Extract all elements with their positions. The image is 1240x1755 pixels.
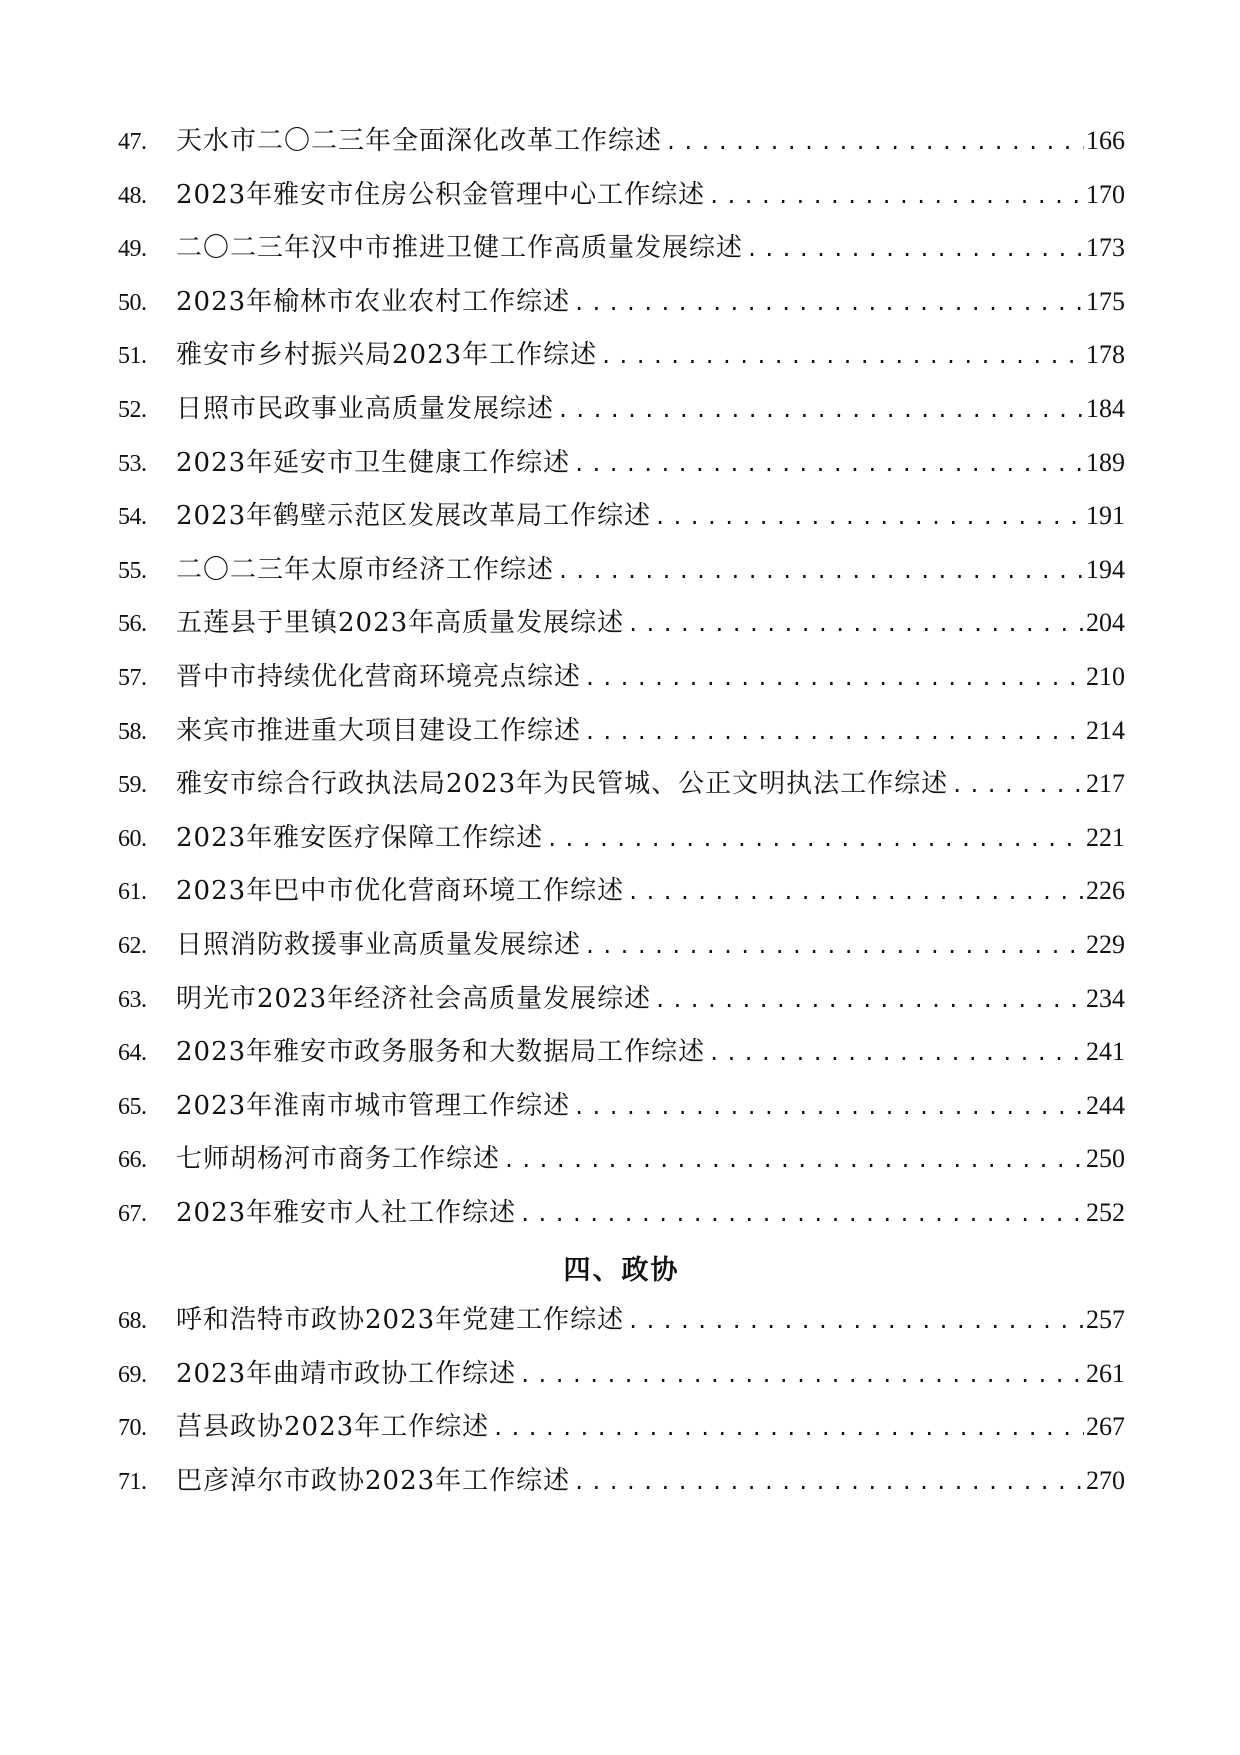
toc-entry[interactable] — [118, 608, 1125, 662]
dot-leader — [584, 931, 1084, 961]
toc-entry-number: 48. — [118, 182, 147, 209]
toc-entry-title: 2023年鹤壁示范区发展改革局工作综述 — [176, 501, 652, 532]
toc-entry-page: 204 — [1086, 608, 1125, 638]
toc-entry-page: 257 — [1086, 1305, 1125, 1335]
toc-entry-number: 52. — [118, 396, 147, 423]
toc-entry-number: 50. — [118, 289, 147, 316]
toc-entry-page: 189 — [1086, 447, 1125, 477]
toc-entry-page: 234 — [1086, 983, 1125, 1013]
toc-entry-number: 63. — [118, 986, 147, 1013]
toc-entry[interactable] — [118, 501, 1125, 555]
toc-entry-title: 2023年巴中市优化营商环境工作综述 — [176, 876, 625, 907]
dot-leader — [557, 556, 1084, 586]
toc-entry[interactable] — [118, 340, 1125, 394]
toc-entry-number: 60. — [118, 825, 147, 852]
toc-entry-number: 57. — [118, 664, 147, 691]
toc-entry-number: 58. — [118, 718, 147, 745]
dot-leader — [708, 1038, 1084, 1068]
toc-entry[interactable] — [118, 1198, 1125, 1252]
toc-entry-page: 241 — [1086, 1037, 1125, 1067]
dot-leader — [492, 1413, 1084, 1443]
toc-entry-title: 日照市民政事业高质量发展综述 — [176, 393, 555, 424]
toc-entry-title: 2023年延安市卫生健康工作综述 — [176, 447, 571, 478]
toc-entry-number: 47. — [118, 129, 147, 155]
toc-entry-page: 210 — [1086, 661, 1125, 691]
toc-entry-title: 晋中市持续优化营商环境亮点综述 — [176, 661, 582, 692]
toc-entry-number: 71. — [118, 1468, 147, 1495]
toc-entry-title: 雅安市乡村振兴局2023年工作综述 — [176, 340, 598, 371]
toc-entry-number: 55. — [118, 557, 147, 584]
toc-entry-title: 2023年雅安市人社工作综述 — [176, 1197, 517, 1228]
toc-entry-page: 170 — [1086, 179, 1125, 209]
toc-entry-number: 59. — [118, 772, 147, 799]
dot-leader — [557, 395, 1084, 425]
dot-leader — [573, 1092, 1084, 1122]
toc-entry-page: 184 — [1086, 393, 1125, 423]
table-of-contents — [118, 126, 1125, 1519]
dot-leader — [519, 1360, 1084, 1390]
toc-entry[interactable] — [118, 1144, 1125, 1198]
toc-entry[interactable] — [118, 1091, 1125, 1145]
dot-leader — [519, 1199, 1084, 1229]
toc-entry-title: 雅安市综合行政执法局2023年为民管城、公正文明执法工作综述 — [176, 769, 949, 800]
toc-entry-title: 天水市二〇二三年全面深化改革工作综述 — [176, 126, 663, 156]
toc-entry-title: 2023年榆林市农业农村工作综述 — [176, 286, 571, 317]
toc-entry[interactable] — [118, 716, 1125, 770]
toc-entry-number: 56. — [118, 611, 147, 638]
dot-leader — [627, 877, 1084, 907]
toc-entry-number: 67. — [118, 1200, 147, 1227]
toc-entry-number: 53. — [118, 450, 147, 477]
toc-entry-title: 2023年雅安医疗保障工作综述 — [176, 822, 544, 853]
toc-entry[interactable] — [118, 984, 1125, 1038]
toc-entry[interactable] — [118, 394, 1125, 448]
dot-leader — [665, 127, 1084, 157]
toc-entry-number: 62. — [118, 932, 147, 959]
toc-entry-title: 五莲县于里镇2023年高质量发展综述 — [176, 608, 625, 639]
toc-entry-page: 261 — [1086, 1358, 1125, 1388]
toc-entry-number: 61. — [118, 879, 147, 906]
toc-entry-title: 呼和浩特市政协2023年党建工作综述 — [176, 1305, 625, 1336]
toc-entry-page: 175 — [1086, 286, 1125, 316]
toc-entry[interactable] — [118, 769, 1125, 823]
toc-entry-page: 250 — [1086, 1144, 1125, 1174]
toc-entry-number: 65. — [118, 1093, 147, 1120]
toc-entry[interactable] — [118, 287, 1125, 341]
toc-entry-title: 莒县政协2023年工作综述 — [176, 1412, 490, 1443]
dot-leader — [654, 502, 1084, 532]
toc-entry-title: 七师胡杨河市商务工作综述 — [176, 1144, 501, 1175]
toc-entry-page: 214 — [1086, 715, 1125, 745]
toc-entry[interactable] — [118, 1305, 1125, 1359]
toc-entry-title: 明光市2023年经济社会高质量发展综述 — [176, 983, 652, 1014]
toc-entry-title: 2023年雅安市住房公积金管理中心工作综述 — [176, 179, 706, 210]
toc-entry[interactable] — [118, 126, 1125, 180]
toc-entry-title: 来宾市推进重大项目建设工作综述 — [176, 715, 582, 746]
toc-entry-page: 217 — [1086, 769, 1125, 799]
dot-leader — [708, 181, 1084, 211]
toc-entry-page: 252 — [1086, 1197, 1125, 1227]
toc-entry-title: 日照消防救援事业高质量发展综述 — [176, 929, 582, 960]
toc-entry-page: 178 — [1086, 340, 1125, 370]
dot-leader — [600, 341, 1084, 371]
dot-leader — [627, 609, 1084, 639]
toc-entry[interactable] — [118, 448, 1125, 502]
toc-entry-title: 二〇二三年太原市经济工作综述 — [176, 554, 555, 585]
toc-entry[interactable] — [118, 823, 1125, 877]
toc-entry-page: 194 — [1086, 554, 1125, 584]
dot-leader — [584, 663, 1084, 693]
toc-entry-page: 166 — [1086, 126, 1125, 155]
toc-entry-page: 229 — [1086, 929, 1125, 959]
toc-entry[interactable] — [118, 1037, 1125, 1091]
toc-entry[interactable] — [118, 930, 1125, 984]
toc-entry-number: 49. — [118, 236, 147, 263]
dot-leader — [573, 449, 1084, 479]
toc-entry-title: 二〇二三年汉中市推进卫健工作高质量发展综述 — [176, 233, 744, 264]
toc-entry[interactable] — [118, 180, 1125, 234]
dot-leader — [627, 1306, 1084, 1336]
toc-entry-page: 267 — [1086, 1412, 1125, 1442]
toc-entry-page: 244 — [1086, 1090, 1125, 1120]
toc-entry-page: 191 — [1086, 501, 1125, 531]
dot-leader — [746, 234, 1084, 264]
toc-entry-number: 64. — [118, 1040, 147, 1067]
section-heading: 四、政协 — [563, 1255, 680, 1287]
toc-entry[interactable] — [118, 662, 1125, 716]
dot-leader — [584, 717, 1084, 747]
toc-entry-page: 173 — [1086, 233, 1125, 263]
toc-entry[interactable] — [118, 233, 1125, 287]
toc-entry-number: 70. — [118, 1415, 147, 1442]
toc-entry[interactable] — [118, 1412, 1125, 1466]
toc-entry-title: 巴彦淖尔市政协2023年工作综述 — [176, 1465, 571, 1496]
toc-entry[interactable] — [118, 1359, 1125, 1413]
dot-leader — [546, 824, 1084, 854]
toc-entry-page: 221 — [1086, 822, 1125, 852]
toc-entry-number: 51. — [118, 343, 147, 370]
toc-entry-page: 226 — [1086, 876, 1125, 906]
toc-entry-number: 54. — [118, 504, 147, 531]
toc-entry-title: 2023年雅安市政务服务和大数据局工作综述 — [176, 1037, 706, 1068]
toc-entry-page: 270 — [1086, 1465, 1125, 1495]
toc-entry-title: 2023年淮南市城市管理工作综述 — [176, 1090, 571, 1121]
toc-entry[interactable] — [118, 555, 1125, 609]
dot-leader — [654, 985, 1084, 1015]
toc-entry-number: 68. — [118, 1308, 147, 1335]
dot-leader — [573, 288, 1084, 318]
dot-leader — [573, 1467, 1084, 1497]
dot-leader — [951, 770, 1084, 800]
toc-entry[interactable] — [118, 1466, 1125, 1520]
toc-entry[interactable] — [118, 876, 1125, 930]
toc-entry-number: 66. — [118, 1147, 147, 1174]
toc-entry-number: 69. — [118, 1361, 147, 1388]
toc-entry-title: 2023年曲靖市政协工作综述 — [176, 1358, 517, 1389]
dot-leader — [503, 1145, 1084, 1175]
